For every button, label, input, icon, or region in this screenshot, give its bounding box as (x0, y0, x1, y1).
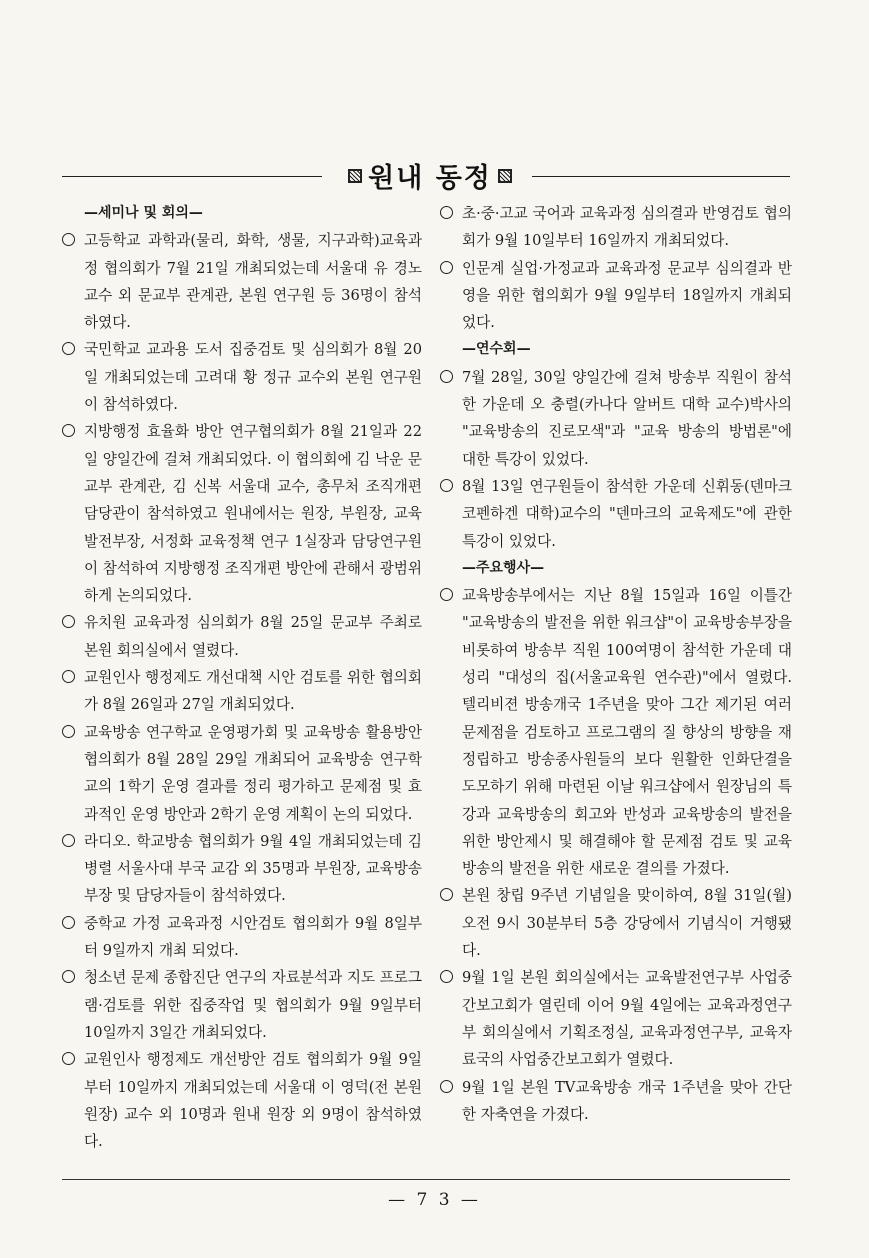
circle-bullet-icon (440, 1080, 453, 1093)
circle-bullet-icon (62, 834, 75, 847)
circle-bullet-icon (62, 233, 75, 246)
page-number: — 7 3 — (388, 1190, 481, 1210)
circle-bullet-icon (62, 1052, 75, 1065)
circle-bullet-icon (440, 206, 453, 219)
list-item: 7월 28일, 30일 양일간에 걸쳐 방송부 직원이 참석한 가운데 오 충렬(카나다 알버트 대학 교수)박사의 "교육방송의 진로모색"과 "교육 방송의 방법론"에 대한 특강이 있었다. (440, 364, 792, 473)
list-item: 9월 1일 본원 TV교육방송 개국 1주년을 맞아 간단한 자축연을 가졌다. (440, 1074, 792, 1129)
section-heading-events: —주요행사— (462, 559, 545, 576)
list-item: 중학교 가정 교육과정 시안검토 협의회가 9월 8일부터 9일까지 개최 되었다. (62, 910, 422, 965)
list-item: 본원 창립 9주년 기념일을 맞이하여, 8월 31일(월) 오전 9시 30분부터 5층 강당에서 기념식이 거행됐다. (440, 882, 792, 964)
circle-bullet-icon (440, 970, 453, 983)
circle-bullet-icon (62, 615, 75, 628)
circle-bullet-icon (440, 588, 453, 601)
circle-bullet-icon (440, 370, 453, 383)
circle-bullet-icon (62, 342, 75, 355)
circle-bullet-icon (440, 888, 453, 901)
page-header (62, 154, 790, 194)
list-item: 8월 13일 연구원들이 참석한 가운데 신휘동(덴마크 코펜하겐 대학)교수의 "덴마크의 교육제도"에 관한 특강이 있었다. (440, 473, 792, 555)
page-title: 원내 동정 (368, 163, 492, 194)
circle-bullet-icon (62, 424, 75, 437)
list-item: 국민학교 교과용 도서 집중검토 및 심의회가 8월 20일 개최되었는데 고려대 황 정규 교수외 본원 연구원이 참석하였다. (62, 336, 422, 418)
list-item: 유치원 교육과정 심의회가 8월 25일 문교부 주최로 본원 회의실에서 열렸다. (62, 609, 422, 664)
circle-bullet-icon (440, 261, 453, 274)
circle-bullet-icon (62, 670, 75, 683)
list-item: 지방행정 효율화 방안 연구협의회가 8월 21일과 22일 양일간에 걸쳐 개최되었다. 이 협의회에 김 낙운 문교부 관계관, 김 신복 서울대 교수, 총무처 조직개편 담당관이 참석하였고 원내에서는 원장, 부원장, 교육발전부장, 서정화 교육정책 연구 1실장과 담당연구원이 참석하여 지방행정 조직개편 방안에 관해서 광범위하게 논의되었다. (62, 418, 422, 609)
right-column (440, 200, 792, 1128)
list-item: 고등학교 과학과(물리, 화학, 생물, 지구과학)교육과정 협의회가 7월 21일 개최되었는데 서울대 유 경노 교수 외 문교부 관계관, 본원 연구원 등 36명이 참석하였다. (62, 227, 422, 336)
circle-bullet-icon (62, 725, 75, 738)
section-heading-seminar: —세미나 및 회의— (84, 205, 203, 221)
header-rule-left (62, 176, 322, 177)
circle-bullet-icon (440, 479, 453, 492)
list-item: 청소년 문제 종합진단 연구의 자료분석과 지도 프로그램·검토를 위한 집중작업 및 협의회가 9월 9일부터 10일까지 3일간 개최되었다. (62, 964, 422, 1046)
list-item: 라디오. 학교방송 협의회가 9월 4일 개최되었는데 김 병렬 서울사대 부국 교감 외 35명과 부원장, 교육방송부장 및 담당자들이 참석하였다. (62, 828, 422, 910)
list-item: 교육방송 연구학교 운영평가회 및 교육방송 활용방안 협의회가 8월 28일 29일 개최되어 교육방송 연구학교의 1학기 운영 결과를 정리 평가하고 문제점 및 효과적인 운영 방안과 2학기 운영 계획이 논의 되었다. (62, 719, 422, 828)
list-item: 인문계 실업·가정교과 교육과정 문교부 심의결과 반영을 위한 협의회가 9월 9일부터 18일까지 개최되었다. (440, 255, 792, 337)
circle-bullet-icon (62, 916, 75, 929)
section-heading-training: —연수회— (462, 341, 531, 358)
list-item: 9월 1일 본원 회의실에서는 교육발전연구부 사업중간보고회가 열린데 이어 9월 4일에는 교육과정연구부 회의실에서 기획조정실, 교육과정연구부, 교육자료국의 사업중간보고회가 열렸다. (440, 964, 792, 1073)
list-item: 초·중·고교 국어과 교육과정 심의결과 반영검토 협의회가 9월 10일부터 16일까지 개최되었다. (440, 200, 792, 255)
header-rule-right (532, 176, 790, 177)
footer-rule (62, 1179, 790, 1180)
title-wrap (332, 156, 528, 195)
list-item: 교육방송부에서는 지난 8월 15일과 16일 이틀간 "교육방송의 발전을 위한 워크샵"이 교육방송부장을 비롯하여 방송부 직원 100여명이 참석한 가운데 대성리 "대성의 집(서울교육원 연수관)"에서 열렸다. 텔리비젼 방송개국 1주년을 맞아 그간 제기된 여러 문제점을 검토하고 프로그램의 질 향상의 방향을 재정립하고 방송종사원들의 보다 원활한 인화단결을 도모하기 위해 마련된 이날 워크샵에서 원장님의 특강과 교육방송의 회고와 반성과 교육방송의 발전을 위한 방안제시 및 해결해야 할 문제점 검토 및 교육방송의 발전을 위한 새로운 결의를 가졌다. (440, 582, 792, 882)
circle-bullet-icon (62, 970, 75, 983)
list-item: 교원인사 행정제도 개선대책 시안 검토를 위한 협의회가 8월 26일과 27일 개최되었다. (62, 664, 422, 719)
square-ornament-icon (498, 169, 512, 183)
left-column (62, 200, 422, 1155)
list-item: 교원인사 행정제도 개선방안 검토 협의회가 9월 9일부터 10일까지 개최되었는데 서울대 이 영덕(전 본원 원장) 교수 외 10명과 원내 원장 외 9명이 참석하였다. (62, 1046, 422, 1155)
square-ornament-icon (348, 169, 362, 183)
